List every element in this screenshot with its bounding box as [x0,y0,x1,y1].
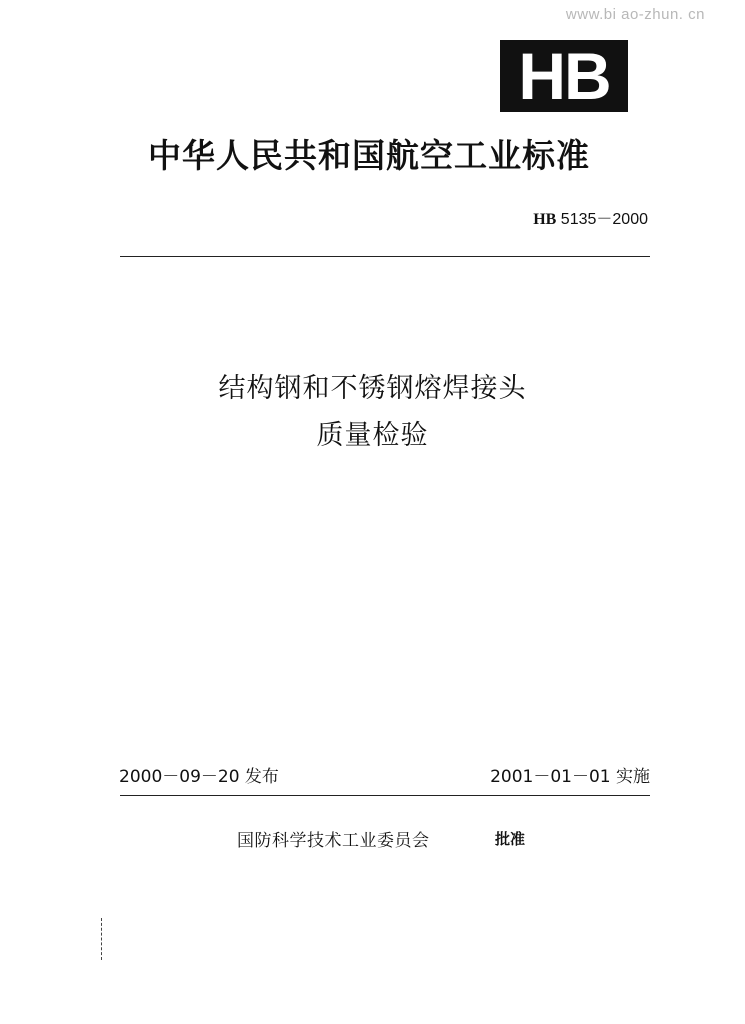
hb-logo-text: HB [518,39,610,113]
hb-logo [500,40,628,112]
document-number [533,206,648,229]
organization-title: 中华人民共和国航空工业标准 [148,136,590,175]
approving-authority: 国防科学技术工业委员会 [237,831,430,851]
approval-label: 批准 [495,830,526,848]
margin-mark [101,918,102,960]
bottom-divider [120,795,650,796]
document-title-line2: 质量检验 [316,420,429,451]
issue-date: 2000－09－20 发布 [119,767,279,787]
watermark-text: www.bi ao-zhun. cn [565,6,705,23]
document-number-prefix: HB [533,211,557,228]
document-number-value: 5135－2000 [560,211,648,228]
top-divider [120,256,650,257]
effective-date: 2001－01－01 实施 [490,767,650,787]
document-title-line1: 结构钢和不锈钢熔焊接头 [218,373,527,404]
